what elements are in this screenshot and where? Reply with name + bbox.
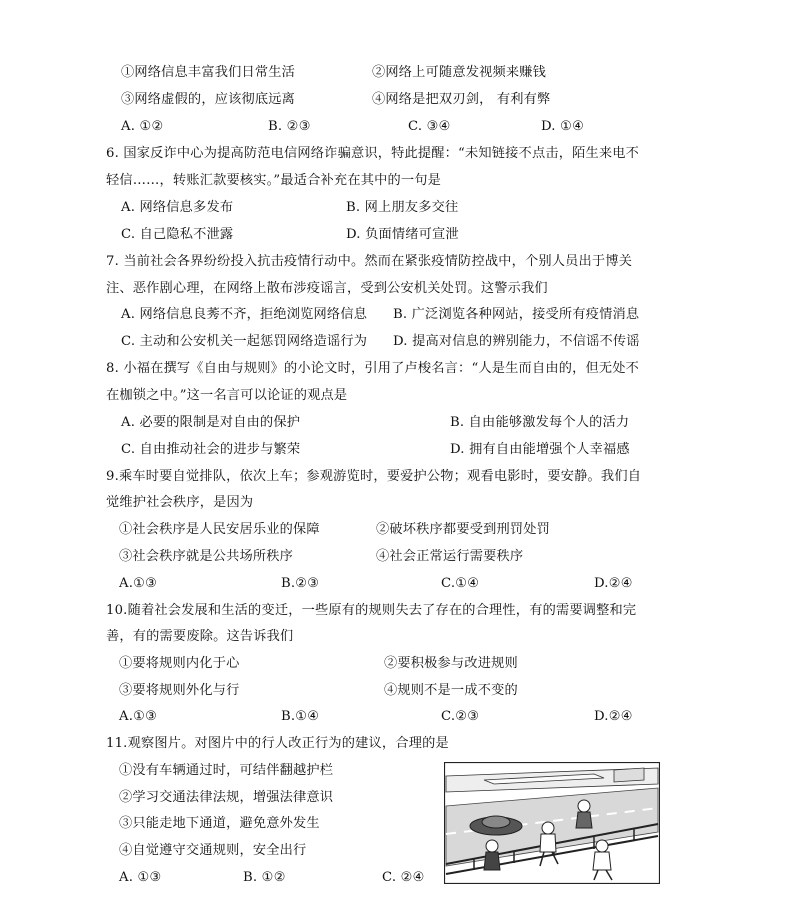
q8-choice-b: B. 自由能够激发每个人的活力 [450,415,630,430]
q11-option-3: ③只能走地下通道，避免意外发生 [119,816,320,831]
q8-choice-d: D. 拥有自由能增强个人幸福感 [450,442,630,457]
q11-choice-c: C. ②④ [382,870,425,885]
q9-stem-line-2: 觉维护社会秩序，是因为 [106,495,254,510]
q6-stem-line-2: 轻信……，转账汇款要核实。”最适合补充在其中的一句是 [106,173,442,188]
q7-choice-a: A. 网络信息良莠不齐，拒绝浏览网络信息 [121,307,368,322]
q5-option-3: ③网络虚假的，应该彻底远离 [121,92,296,107]
q10-stem-line-2: 善，有的需要废除。这告诉我们 [106,629,294,644]
q8-stem-line-2: 在枷锁之中。”这一名言可以论证的观点是 [106,388,348,403]
q10-choice-a: A.①③ [119,709,158,724]
q6-choice-a: A. 网络信息多发布 [121,200,234,215]
q11-option-4: ④自觉遵守交通规则，安全出行 [119,843,307,858]
q9-stem-line-1: 9.乘车时要自觉排队，依次上车；参观游览时，要爱护公物；观看电影时，要安静。我们自 [106,469,642,484]
q5-option-4: ④网络是把双刃剑， 有利有弊 [372,92,551,107]
q5-choice-a: A. ①② [121,119,164,134]
q11-option-2: ②学习交通法律法规，增强法律意识 [119,790,334,805]
q7-stem-line-2: 注、恶作剧心理，在网络上散布涉疫谣言，受到公安机关处罚。这警示我们 [106,281,548,296]
q10-stem-line-1: 10.随着社会发展和生活的变迁，一些原有的规则失去了存在的合理性，有的需要调整和完 [106,603,637,618]
q8-choice-a: A. 必要的限制是对自由的保护 [121,415,301,430]
q6-choice-d: D. 负面情绪可宣泄 [346,227,459,242]
q11-choice-b: B. ①② [243,870,286,885]
q11-option-1: ①没有车辆通过时，可结伴翻越护栏 [119,763,334,778]
q10-option-2: ②要积极参与改进规则 [384,656,518,671]
q5-option-2: ②网络上可随意发视频来赚钱 [372,65,547,80]
q8-choice-c: C. 自由推动社会的进步与繁荣 [121,442,301,457]
q5-choice-b: B. ②③ [268,119,311,134]
q8-stem-line-1: 8. 小福在撰写《自由与规则》的小论文时，引用了卢梭名言：“人是生而自由的，但无处不 [106,361,640,376]
q10-choice-b: B.①④ [281,709,320,724]
q9-choice-b: B.②③ [281,576,320,591]
q9-choice-c: C.①④ [441,576,480,591]
q6-stem-line-1: 6. 国家反诈中心为提高防范电信网络诈骗意识，特此提醒：“未知链接不点击，陌生来电不 [106,146,640,161]
q7-choice-d: D. 提高对信息的辨别能力，不信谣不传谣 [393,334,640,349]
q7-choice-b: B. 广泛浏览各种网站，接受所有疫情消息 [393,307,640,322]
q6-choice-c: C. 自己隐私不泄露 [121,227,234,242]
q9-choice-a: A.①③ [119,576,158,591]
pedestrians-climbing-barrier-illustration [444,762,660,884]
q9-option-4: ④社会正常运行需要秩序 [376,549,524,564]
q11-choice-a: A. ①③ [119,870,162,885]
q9-choice-d: D.②④ [594,576,633,591]
q10-option-3: ③要将规则外化与行 [119,683,240,698]
q5-choice-c: C. ③④ [408,119,451,134]
q5-option-1: ①网络信息丰富我们日常生活 [121,65,296,80]
q9-option-1: ①社会秩序是人民安居乐业的保障 [119,522,320,537]
q10-choice-d: D.②④ [594,709,633,724]
q7-stem-line-1: 7. 当前社会各界纷纷投入抗击疫情行动中。然而在紧张疫情防控战中，个别人员出于博关 [106,254,633,269]
q9-option-2: ②破坏秩序都要受到刑罚处罚 [376,522,551,537]
q6-choice-b: B. 网上朋友多交往 [346,200,459,215]
q9-option-3: ③社会秩序就是公共场所秩序 [119,549,294,564]
q10-option-1: ①要将规则内化于心 [119,656,240,671]
q7-choice-c: C. 主动和公安机关一起惩罚网络造谣行为 [121,334,368,349]
q5-choice-d: D. ①④ [541,119,585,134]
q10-choice-c: C.②③ [441,709,480,724]
q10-option-4: ④规则不是一成不变的 [384,683,518,698]
q11-stem-line-1: 11.观察图片。对图片中的行人改正行为的建议，合理的是 [106,736,449,751]
